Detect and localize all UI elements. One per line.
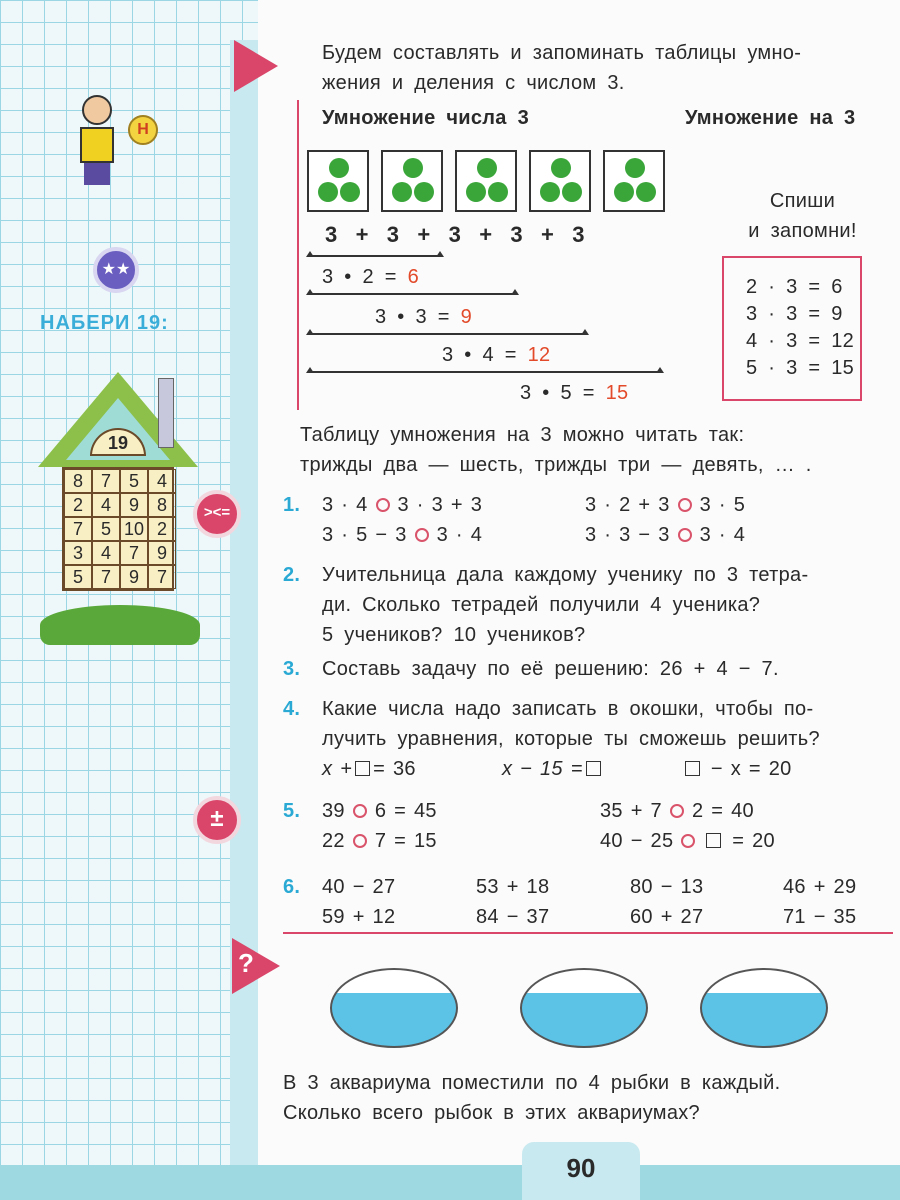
ladder-line-2 bbox=[310, 293, 515, 295]
house-grid-cell: 5 bbox=[64, 565, 92, 589]
green-dot bbox=[488, 182, 508, 202]
house-grid-cell: 9 bbox=[120, 493, 148, 517]
task-5-number: 5. bbox=[283, 800, 301, 822]
section-marker bbox=[234, 40, 278, 92]
aquarium-1 bbox=[330, 968, 458, 1048]
green-dot bbox=[636, 182, 656, 202]
task-6: 40 − 27 59 + 12 53 + 18 84 − 37 80 − 13 60 + 27 46 + 29 71 − 35 bbox=[322, 876, 857, 928]
house-grid-cell: 7 bbox=[120, 541, 148, 565]
ladder-expr-2: 3 • 3 = 9 bbox=[375, 306, 472, 328]
ladder-line-1 bbox=[310, 255, 440, 257]
house-number-grid bbox=[62, 467, 174, 591]
answer-box[interactable] bbox=[706, 833, 721, 848]
house-number: 19 bbox=[90, 428, 146, 456]
compare-circle[interactable] bbox=[678, 498, 692, 512]
red-rule-horizontal bbox=[283, 932, 893, 934]
green-dot bbox=[614, 182, 634, 202]
task-3: Составь задачу по её решению: 26 + 4 − 7. bbox=[322, 658, 779, 680]
intro-text: Будем составлять и запоминать таблицы умно- жения и деления с числом 3. bbox=[322, 42, 802, 94]
house-grid-cell: 9 bbox=[148, 541, 176, 565]
task-3-number: 3. bbox=[283, 658, 301, 680]
boy-illustration bbox=[70, 95, 130, 205]
copy-note: Спиши и запомни! bbox=[748, 190, 857, 242]
house-grid-cell: 8 bbox=[148, 493, 176, 517]
house-grid-cell: 7 bbox=[64, 517, 92, 541]
house-grid-cell: 9 bbox=[120, 565, 148, 589]
letter-badge: Н bbox=[128, 115, 158, 145]
game-title: НАБЕРИ 19: bbox=[40, 312, 169, 334]
task-1-number: 1. bbox=[283, 494, 301, 516]
compare-circle[interactable] bbox=[376, 498, 390, 512]
chimney bbox=[158, 378, 174, 448]
green-dot bbox=[318, 182, 338, 202]
sign-circle[interactable] bbox=[353, 804, 367, 818]
compare-circle[interactable] bbox=[678, 528, 692, 542]
ladder-expr-4: 3 • 5 = 15 bbox=[520, 382, 629, 404]
green-dot bbox=[562, 182, 582, 202]
bottom-strip bbox=[0, 1165, 900, 1200]
sign-circle[interactable] bbox=[681, 834, 695, 848]
house-grid-cell: 5 bbox=[92, 517, 120, 541]
sum-row: 3 + 3 + 3 + 3 + 3 bbox=[325, 222, 585, 247]
red-rule-vertical bbox=[297, 100, 299, 410]
dot-box bbox=[381, 150, 443, 212]
stars-icon: ★★ bbox=[93, 247, 139, 293]
compare-badge: ><= bbox=[193, 490, 241, 538]
heading-left: Умножение числа 3 bbox=[322, 107, 530, 129]
house-grid-cell: 2 bbox=[148, 517, 176, 541]
house-grid-cell: 8 bbox=[64, 469, 92, 493]
green-dot bbox=[392, 182, 412, 202]
house-grid-cell: 5 bbox=[120, 469, 148, 493]
aquarium-2 bbox=[520, 968, 648, 1048]
table-box: 2 · 3 = 6 3 · 3 = 9 4 · 3 = 12 5 · 3 = 15 bbox=[722, 256, 862, 401]
task-5: 39 6 = 45 35 + 7 2 = 40 22 7 = 15 40 − 25 = 20 bbox=[322, 800, 775, 852]
page-number: 90 bbox=[522, 1142, 640, 1200]
house-grid-cell: 10 bbox=[120, 517, 148, 541]
aquarium-3 bbox=[700, 968, 828, 1048]
sign-circle[interactable] bbox=[353, 834, 367, 848]
house-grid-cell: 2 bbox=[64, 493, 92, 517]
plusminus-badge: ± bbox=[193, 796, 241, 844]
ladder-line-4 bbox=[310, 371, 660, 373]
task-2-number: 2. bbox=[283, 564, 301, 586]
house-grid-cell: 4 bbox=[92, 493, 120, 517]
ladder-line-3 bbox=[310, 333, 585, 335]
question-mark: ? bbox=[238, 948, 254, 978]
answer-box[interactable] bbox=[586, 761, 601, 776]
green-dot bbox=[403, 158, 423, 178]
answer-box[interactable] bbox=[355, 761, 370, 776]
green-dot bbox=[329, 158, 349, 178]
ladder-expr-1: 3 • 2 = 6 bbox=[322, 266, 419, 288]
heading-right: Умножение на 3 bbox=[685, 107, 856, 129]
green-dot bbox=[340, 182, 360, 202]
house-grid-cell: 7 bbox=[92, 469, 120, 493]
task-4-number: 4. bbox=[283, 698, 301, 720]
task-6-number: 6. bbox=[283, 876, 301, 898]
dot-box bbox=[603, 150, 665, 212]
house-grid-cell: 4 bbox=[92, 541, 120, 565]
house-grid-cell: 7 bbox=[148, 565, 176, 589]
house-grid-cell: 3 bbox=[64, 541, 92, 565]
sign-circle[interactable] bbox=[670, 804, 684, 818]
answer-box[interactable] bbox=[685, 761, 700, 776]
green-dot bbox=[551, 158, 571, 178]
ladder-expr-3: 3 • 4 = 12 bbox=[442, 344, 551, 366]
green-dot bbox=[414, 182, 434, 202]
green-dot bbox=[540, 182, 560, 202]
reading-text: Таблицу умножения на 3 можно читать так: трижды два — шесть, трижды три — девять, … . bbox=[300, 424, 812, 476]
grass bbox=[40, 605, 200, 645]
dot-box bbox=[529, 150, 591, 212]
green-dot bbox=[477, 158, 497, 178]
dot-box bbox=[455, 150, 517, 212]
house-grid-cell: 7 bbox=[92, 565, 120, 589]
dot-box bbox=[307, 150, 369, 212]
green-dot bbox=[625, 158, 645, 178]
question-text: В 3 аквариума поместили по 4 рыбки в каждый. Сколько всего рыбок в этих аквариумах? bbox=[283, 1072, 781, 1124]
compare-circle[interactable] bbox=[415, 528, 429, 542]
task-4: Какие числа надо записать в окошки, чтобы по- лучить уравнения, которые ты сможешь решить? x + = 36 x − 15 = − x = 20 bbox=[322, 698, 820, 780]
house-grid-cell: 4 bbox=[148, 469, 176, 493]
margin-edge bbox=[230, 40, 258, 1170]
task-2: Учительница дала каждому ученику по 3 тетра- ди. Сколько тетрадей получили 4 ученика? 5 учеников? 10 учеников? bbox=[322, 564, 809, 646]
task-1: 3 · 4 3 · 3 + 3 3 · 2 + 3 3 · 5 3 · 5 − 3 3 · 4 3 · 3 − 3 3 · 4 bbox=[322, 494, 746, 546]
green-dot bbox=[466, 182, 486, 202]
